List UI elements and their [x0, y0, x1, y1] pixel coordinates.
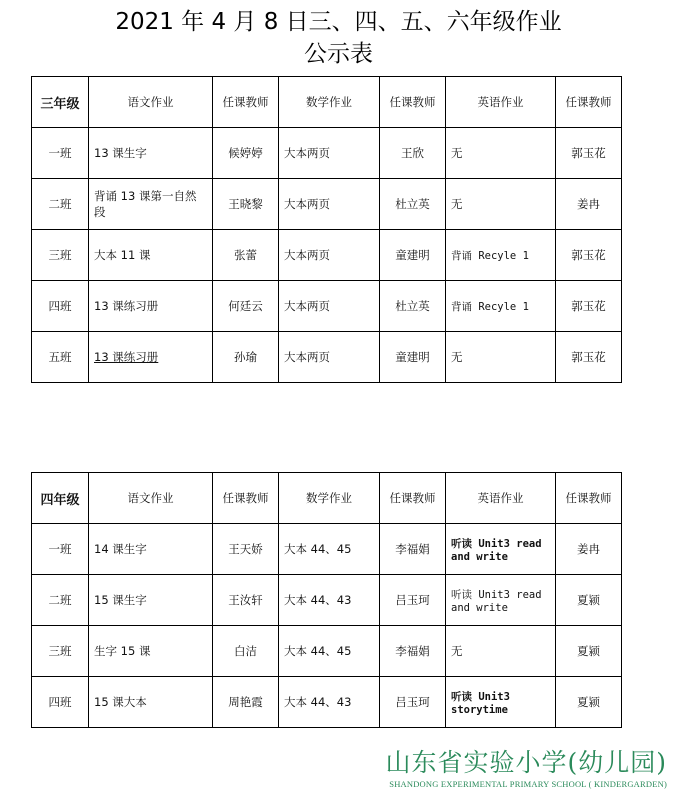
chinese-homework: 14 课生字	[89, 524, 213, 575]
class-name: 三班	[32, 230, 89, 281]
table-row	[32, 230, 622, 281]
chinese-teacher: 张蕾	[213, 230, 279, 281]
chinese-homework: 13 课练习册	[89, 332, 213, 383]
class-name: 五班	[32, 332, 89, 383]
english-homework: 背诵 Recyle 1	[446, 230, 556, 281]
math-teacher: 王欣	[380, 128, 446, 179]
chinese-teacher: 王天娇	[213, 524, 279, 575]
chinese-teacher: 王汝轩	[213, 575, 279, 626]
col-english-teacher: 任课教师	[556, 77, 622, 128]
chinese-homework: 13 课生字	[89, 128, 213, 179]
chinese-teacher: 白洁	[213, 626, 279, 677]
table-row	[32, 128, 622, 179]
table-row	[32, 626, 622, 677]
class-name: 一班	[32, 524, 89, 575]
chinese-homework: 13 课练习册	[89, 281, 213, 332]
math-teacher: 李福娟	[380, 626, 446, 677]
math-teacher: 吕玉珂	[380, 575, 446, 626]
english-homework: 听读 Unit3 storytime	[446, 677, 556, 728]
chinese-teacher: 王晓黎	[213, 179, 279, 230]
english-homework: 听读 Unit3 read and write	[446, 524, 556, 575]
chinese-teacher: 周艳霞	[213, 677, 279, 728]
class-name: 四班	[32, 677, 89, 728]
col-math-teacher: 任课教师	[380, 77, 446, 128]
math-homework: 大本两页	[279, 332, 380, 383]
col-english-teacher: 任课教师	[556, 473, 622, 524]
table-row	[32, 524, 622, 575]
math-homework: 大本 44、45	[279, 626, 380, 677]
grade4-homework-table	[31, 472, 622, 728]
grade-label: 四年级	[32, 473, 89, 524]
math-teacher: 童建明	[380, 332, 446, 383]
english-teacher: 郭玉花	[556, 281, 622, 332]
col-chinese-teacher: 任课教师	[213, 473, 279, 524]
english-homework: 无	[446, 179, 556, 230]
math-homework: 大本 44、45	[279, 524, 380, 575]
class-name: 二班	[32, 179, 89, 230]
class-name: 三班	[32, 626, 89, 677]
class-name: 四班	[32, 281, 89, 332]
document-title	[0, 6, 677, 70]
table-row	[32, 575, 622, 626]
english-teacher: 夏颍	[556, 677, 622, 728]
math-teacher: 杜立英	[380, 179, 446, 230]
math-homework: 大本 44、43	[279, 575, 380, 626]
chinese-teacher: 何廷云	[213, 281, 279, 332]
table-header-row	[32, 473, 622, 524]
math-teacher: 童建明	[380, 230, 446, 281]
table-row	[32, 281, 622, 332]
math-teacher: 李福娟	[380, 524, 446, 575]
table-header-row	[32, 77, 622, 128]
grade-label: 三年级	[32, 77, 89, 128]
table-row	[32, 677, 622, 728]
col-english-homework: 英语作业	[446, 473, 556, 524]
col-chinese-teacher: 任课教师	[213, 77, 279, 128]
col-math-homework: 数学作业	[279, 77, 380, 128]
math-teacher: 杜立英	[380, 281, 446, 332]
school-logo-english: SHANDONG EXPERIMENTAL PRIMARY SCHOOL ( KINDERGARDEN)	[389, 779, 667, 789]
table-row	[32, 179, 622, 230]
math-homework: 大本 44、43	[279, 677, 380, 728]
english-homework: 无	[446, 128, 556, 179]
english-teacher: 姜冉	[556, 524, 622, 575]
col-english-homework: 英语作业	[446, 77, 556, 128]
english-homework: 听读 Unit3 read and write	[446, 575, 556, 626]
english-teacher: 郭玉花	[556, 332, 622, 383]
math-homework: 大本两页	[279, 179, 380, 230]
english-homework: 背诵 Recyle 1	[446, 281, 556, 332]
class-name: 一班	[32, 128, 89, 179]
chinese-homework: 背诵 13 课第一自然段	[89, 179, 213, 230]
grade3-homework-table	[31, 76, 622, 383]
table-row	[32, 332, 622, 383]
math-homework: 大本两页	[279, 230, 380, 281]
col-chinese-homework: 语文作业	[89, 473, 213, 524]
col-chinese-homework: 语文作业	[89, 77, 213, 128]
school-logo-chinese: 山东省实验小学(幼儿园)	[385, 748, 667, 777]
english-homework: 无	[446, 332, 556, 383]
school-logo-watermark	[367, 748, 667, 790]
chinese-homework: 生字 15 课	[89, 626, 213, 677]
math-homework: 大本两页	[279, 281, 380, 332]
col-math-teacher: 任课教师	[380, 473, 446, 524]
title-line-1: 2021 年 4 月 8 日三、四、五、六年级作业	[115, 9, 562, 35]
english-teacher: 郭玉花	[556, 128, 622, 179]
chinese-teacher: 候婷婷	[213, 128, 279, 179]
math-teacher: 吕玉珂	[380, 677, 446, 728]
chinese-homework: 15 课生字	[89, 575, 213, 626]
english-teacher: 夏颍	[556, 575, 622, 626]
english-teacher: 姜冉	[556, 179, 622, 230]
col-math-homework: 数学作业	[279, 473, 380, 524]
math-homework: 大本两页	[279, 128, 380, 179]
chinese-teacher: 孙瑜	[213, 332, 279, 383]
english-teacher: 夏颍	[556, 626, 622, 677]
english-teacher: 郭玉花	[556, 230, 622, 281]
english-homework: 无	[446, 626, 556, 677]
title-line-2: 公示表	[304, 41, 373, 67]
class-name: 二班	[32, 575, 89, 626]
chinese-homework: 15 课大本	[89, 677, 213, 728]
chinese-homework: 大本 11 课	[89, 230, 213, 281]
